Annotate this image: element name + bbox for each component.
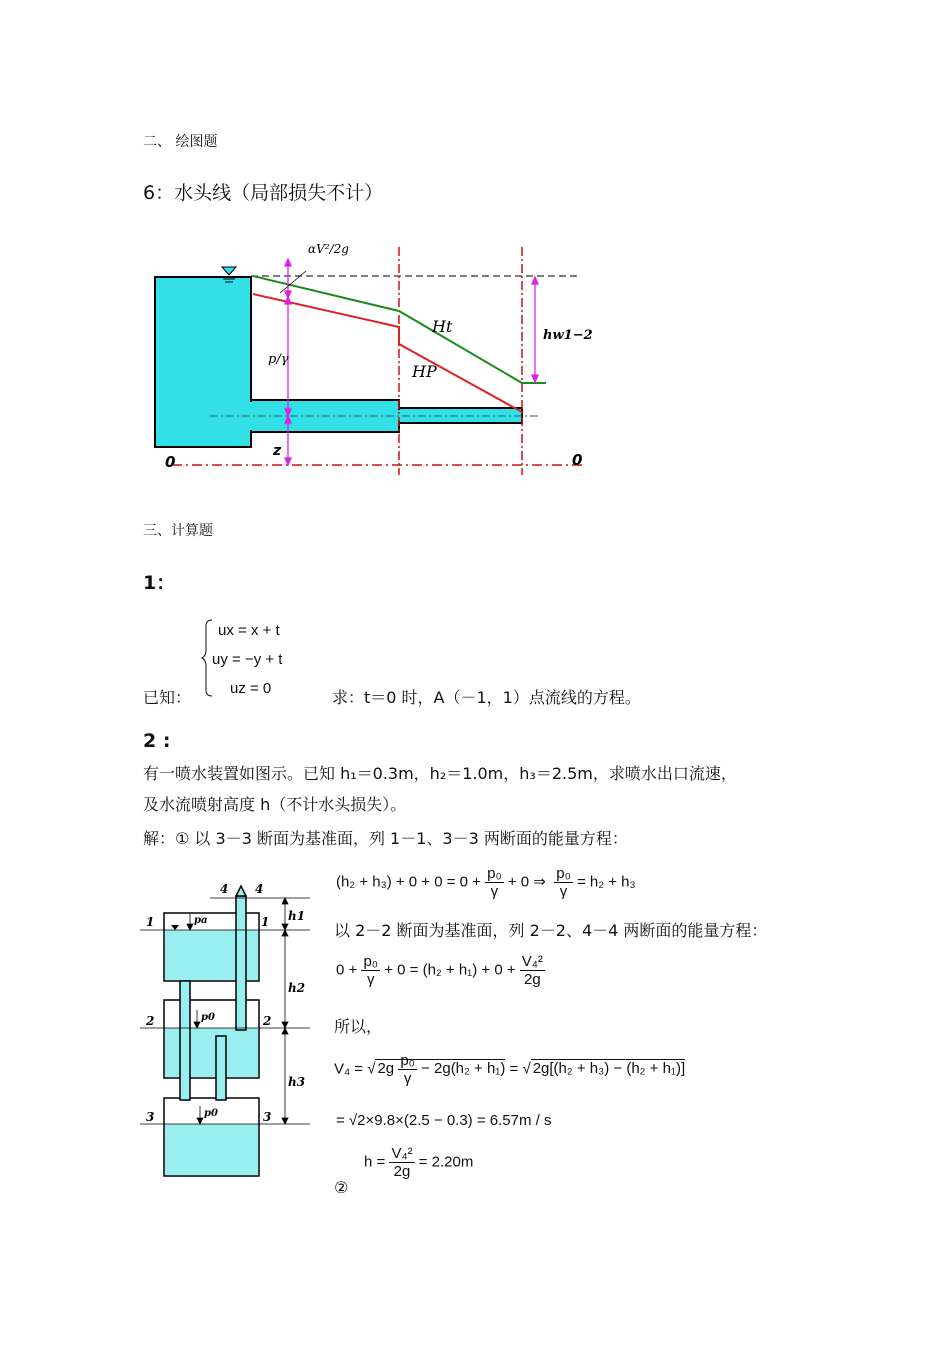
q1-eq-z: uz = 0: [230, 680, 272, 697]
label-datum-left: 0: [165, 453, 176, 471]
label-datum-right: 0: [572, 451, 583, 469]
label-section-3-right: 3: [263, 1110, 272, 1124]
label-h2: h2: [288, 981, 306, 995]
q2-step2-text: 以 2－2 断面为基准面，列 2－2、4－4 两断面的能量方程：: [334, 921, 768, 940]
label-h1: h1: [288, 909, 306, 923]
label-section-1-left: 1: [146, 915, 155, 929]
head-line-figure: [140, 235, 610, 480]
section-heading-drawing: 二、 绘图题: [143, 134, 218, 150]
circle-2: ②: [334, 1178, 349, 1197]
label-section-4-right: 4: [255, 882, 264, 896]
equation-1: (h₂ + h₃) + 0 + 0 = 0 + $\frac{\text{p₀}}{\gamma}$ + 0 ⇒ $\frac{\text{p₀}}{\gamma}$ = h₂ + h₃: [336, 865, 636, 900]
water-surface-icon: [222, 267, 236, 275]
label-section-4-left: 4: [220, 882, 229, 896]
label-p0-upper: p0: [201, 1012, 215, 1023]
label-hw: hw1−2: [543, 328, 593, 343]
reservoir-tank: [155, 277, 251, 447]
label-pa: pa: [194, 915, 208, 926]
fountain-figure: [140, 878, 315, 1183]
q1-eq-y: uy = −y + t: [212, 651, 283, 668]
q2-so: 所以，: [334, 1017, 383, 1036]
q2-line1: 有一喷水装置如图示。已知 h₁＝0.3m，h₂＝1.0m，h₃＝2.5m，求喷水出口流速，: [143, 764, 737, 783]
label-velocity-head: αV²/2g: [308, 242, 349, 256]
label-z: z: [273, 443, 282, 459]
q2-line2: 及水流喷射高度 h（不计水头损失）。: [143, 795, 407, 814]
label-p0-lower: p0: [204, 1108, 218, 1119]
section-heading-calc: 三、计算题: [143, 523, 213, 539]
label-section-2-right: 2: [263, 1014, 272, 1028]
label-h3: h3: [288, 1075, 306, 1089]
equation-4: = √2×9.8×(2.5 − 0.3) = 6.57m / s: [336, 1112, 552, 1129]
q1-eq-x: ux = x + t: [218, 622, 280, 639]
q1-given: 已知：: [143, 688, 192, 707]
label-section-3-left: 3: [146, 1110, 155, 1124]
label-Hp: HP: [412, 362, 437, 381]
q1-number: 1：: [143, 572, 176, 594]
label-section-2-left: 2: [146, 1014, 155, 1028]
q2-number: 2 :: [143, 730, 171, 752]
equation-5: h = $\frac{\text{V₄²}}{2g}$ = 2.20m: [364, 1145, 474, 1180]
q2-solution-intro: 解：① 以 3－3 断面为基准面，列 1－1、3－3 两断面的能量方程：: [143, 829, 628, 848]
label-Ht: Ht: [432, 317, 453, 336]
equation-2: 0 + $\frac{\text{p₀}}{\gamma}$ + 0 = (h₂ + h₁) + 0 + $\frac{\text{V₄²}}{2g}$: [336, 953, 543, 988]
label-section-1-right: 1: [261, 915, 270, 929]
label-p-over-gamma: p/γ: [268, 352, 289, 367]
hydraulic-grade-line: [253, 294, 522, 412]
q6-title: 6：水头线（局部损失不计）: [143, 182, 384, 204]
equation-3: V₄ = √ 2g $\frac{\text{p₀}}{\gamma}$ − 2g(h₂ + h₁) = √ 2g[(h₂ + h₃) − (h₂ + h₁)]: [334, 1052, 686, 1087]
q1-ask: 求：t＝0 时，A（－1，1）点流线的方程。: [332, 688, 641, 707]
